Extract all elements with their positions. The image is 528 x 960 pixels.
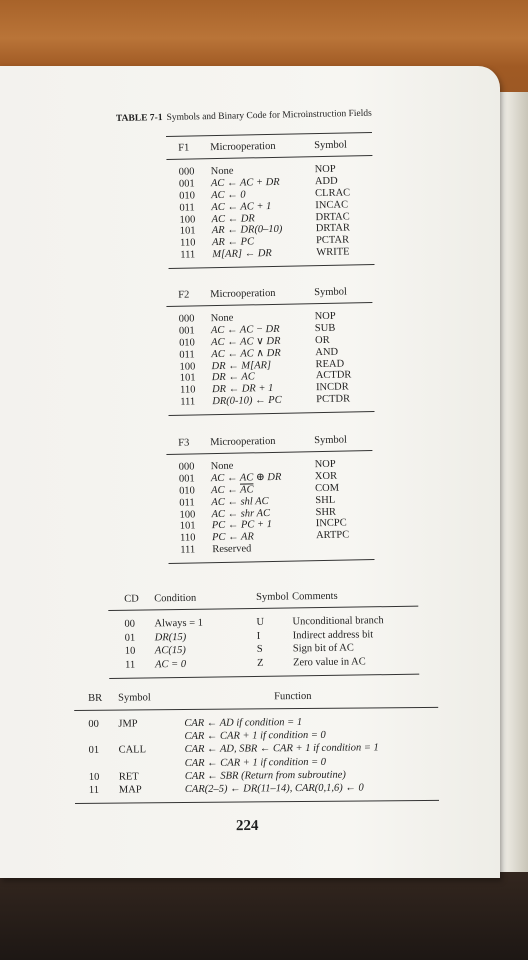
symbol-cell: ADD — [314, 175, 338, 188]
micro-cell: AC ← AC + DR — [210, 176, 280, 190]
condition-cell: AC(15) — [154, 644, 186, 657]
micro-cell: PC ← AR — [211, 531, 254, 544]
f2-col-symbol: Symbol — [314, 286, 347, 298]
code-cell: 100 — [179, 361, 196, 373]
symbol-cell — [119, 757, 185, 771]
code-cell: 110 — [179, 532, 196, 545]
f1-col-code: F1 — [178, 142, 190, 154]
symbol-cell: NOP — [314, 458, 336, 471]
code-cell: 000 — [178, 313, 195, 325]
symbol-cell: CLRAC — [315, 187, 351, 199]
micro-cell: None — [210, 165, 234, 178]
code-cell: 110 — [179, 237, 196, 250]
micro-cell: DR ← AC — [211, 371, 255, 384]
code-cell: 101 — [179, 520, 196, 533]
comment-cell: Zero value in AC — [292, 655, 366, 668]
table-row — [168, 393, 374, 409]
symbol-cell: S — [256, 643, 263, 655]
complement-operand: $\overline{AC}$ — [240, 484, 254, 496]
cd-table — [108, 584, 419, 679]
table-row — [168, 246, 374, 262]
code-cell: 111 — [180, 396, 196, 408]
cd-col-comments: Comments — [292, 590, 338, 602]
symbol-cell: OR — [315, 334, 330, 346]
micro-cell: M[AR] ← DR — [212, 248, 272, 261]
symbol-cell: XOR — [314, 470, 338, 483]
f3-col-code: F3 — [178, 437, 190, 449]
table-row — [168, 541, 374, 557]
micro-cell: AC ← AC ⊕ DR — [210, 471, 282, 485]
symbol-cell: NOP — [314, 310, 336, 323]
code-cell: 01 — [88, 745, 100, 757]
cd-col-symbol: Symbol — [256, 590, 289, 603]
symbol-cell: SHL — [315, 494, 336, 506]
symbol-cell: INCDR — [315, 381, 349, 394]
code-cell: 00 — [124, 618, 136, 630]
cd-col-condition: Condition — [154, 592, 197, 604]
code-cell: 11 — [124, 659, 136, 671]
micro-cell: AC ← 0 — [211, 189, 246, 201]
br-header — [74, 683, 438, 711]
condition-cell: DR(15) — [154, 631, 187, 643]
symbol-cell: DRTAR — [315, 222, 351, 235]
condition-cell: Always = 1 — [154, 617, 204, 630]
f2-col-code: F2 — [178, 289, 190, 301]
micro-cell: AR ← PC — [211, 236, 255, 249]
micro-cell: Reserved — [212, 543, 252, 556]
code-cell: 11 — [88, 784, 100, 796]
table-title — [116, 109, 372, 124]
f3-col-micro: Microoperation — [210, 435, 276, 448]
br-table — [74, 683, 439, 804]
symbol-cell: I — [256, 630, 261, 642]
micro-cell: AC ← AC − DR — [210, 323, 280, 337]
book-page — [0, 66, 500, 878]
symbol-cell: READ — [315, 358, 345, 370]
function-cell: CAR(2–5) ← DR(11–14), CAR(0,1,6) ← 0 — [184, 782, 364, 795]
symbol-cell: RET — [118, 771, 139, 783]
f1-col-micro: Microoperation — [210, 140, 276, 153]
f1-bottom-rule — [169, 264, 375, 269]
micro-cell: DR ← M[AR] — [211, 359, 272, 372]
micro-cell: AC ← AC ∧ DR — [211, 347, 281, 360]
code-cell: 001 — [178, 473, 195, 485]
code-cell: 10 — [88, 771, 100, 783]
symbol-cell: INCPC — [315, 518, 347, 530]
code-cell: 011 — [179, 349, 195, 361]
code-cell: 011 — [179, 497, 195, 509]
comment-cell: Indirect address bit — [292, 628, 374, 641]
symbol-cell: NOP — [314, 163, 336, 176]
code-cell: 010 — [179, 337, 195, 349]
symbol-cell: MAP — [118, 784, 142, 796]
code-cell: 10 — [124, 645, 136, 657]
code-cell: 100 — [179, 214, 196, 226]
table-caption: Symbols and Binary Code for Microinstruction Fields — [166, 108, 372, 123]
micro-cell: AC ← shr AC — [211, 507, 271, 520]
table-row — [75, 781, 439, 797]
code-cell: 010 — [179, 190, 196, 202]
f2-col-micro: Microoperation — [210, 287, 276, 300]
comment-cell: Unconditional branch — [292, 615, 384, 628]
cd-col-code: CD — [124, 593, 139, 605]
complement-expression: AC ← $\overline{AC}$ — [211, 484, 254, 496]
code-cell: 101 — [179, 225, 196, 238]
symbol-cell: SUB — [314, 322, 336, 335]
condition-cell: AC = 0 — [154, 658, 187, 670]
symbol-cell: COM — [315, 482, 340, 494]
symbol-cell: DRTAC — [315, 211, 350, 223]
micro-cell: DR(0-10) ← PC — [212, 395, 282, 408]
micro-cell: AR ← DR(0–10) — [211, 224, 283, 237]
code-cell: 001 — [178, 178, 195, 190]
code-cell: 01 — [124, 632, 136, 644]
br-col-function: Function — [274, 690, 312, 702]
micro-cell: None — [210, 460, 234, 473]
function-cell: CAR ← AD if condition = 1 — [184, 717, 303, 730]
symbol-cell: ACTDR — [315, 369, 352, 382]
symbol-cell — [118, 730, 184, 744]
cd-bottom-rule — [109, 674, 419, 679]
symbol-cell: JMP — [118, 718, 138, 730]
comment-cell: Sign bit of AC — [292, 642, 354, 655]
function-cell: CAR ← SBR (Return from subroutine) — [184, 769, 346, 782]
symbol-cell: ARTPC — [315, 529, 350, 542]
page-number: 224 — [235, 817, 259, 835]
symbol-cell: PCTDR — [316, 393, 351, 406]
symbol-cell: SHR — [315, 506, 337, 518]
f3-table — [166, 428, 374, 564]
f2-table — [166, 280, 374, 416]
micro-cell: PC ← PC + 1 — [211, 519, 273, 532]
micro-cell: DR ← DR + 1 — [211, 383, 274, 396]
code-cell: 110 — [179, 384, 196, 397]
code-cell: 111 — [180, 544, 196, 556]
micro-cell: AC ← shl AC — [211, 495, 269, 508]
code-cell: 000 — [178, 461, 195, 473]
table-label: TABLE 7-1 — [115, 113, 163, 124]
symbol-cell: U — [256, 616, 265, 628]
symbol-cell: WRITE — [316, 246, 350, 259]
symbol-cell: Z — [256, 657, 264, 669]
code-cell: 011 — [179, 202, 195, 214]
micro-cell: AC ← DR — [211, 212, 255, 225]
micro-cell: AC ← AC + 1 — [211, 200, 272, 213]
code-cell: 001 — [178, 325, 195, 337]
br-col-symbol: Symbol — [118, 691, 151, 704]
symbol-cell — [316, 541, 374, 554]
code-cell — [74, 731, 118, 745]
symbol-cell: INCAC — [315, 199, 349, 211]
f3-col-symbol: Symbol — [314, 434, 347, 446]
code-cell — [75, 757, 119, 771]
code-cell: 100 — [179, 509, 196, 521]
symbol-cell: CALL — [118, 744, 147, 756]
symbol-cell: AND — [315, 346, 339, 358]
micro-cell: AC ← AC ∨ DR — [211, 335, 281, 348]
f1-col-symbol: Symbol — [314, 139, 347, 151]
micro-cell: None — [210, 312, 234, 325]
symbol-cell: PCTAR — [315, 234, 350, 247]
br-col-code: BR — [88, 692, 103, 704]
f2-bottom-rule — [169, 411, 375, 416]
code-cell: 111 — [180, 249, 196, 261]
function-cell: CAR ← CAR + 1 if condition = 0 — [184, 729, 326, 743]
f1-table — [166, 132, 375, 269]
f3-bottom-rule — [169, 559, 375, 564]
code-cell: 00 — [88, 718, 99, 730]
br-bottom-rule — [75, 800, 439, 804]
function-cell: CAR ← AD, SBR ← CAR + 1 if condition = 1 — [184, 742, 379, 756]
code-cell: 101 — [179, 372, 196, 385]
function-cell: CAR ← CAR + 1 if condition = 0 — [184, 756, 327, 769]
code-cell: 010 — [179, 485, 195, 497]
code-cell: 000 — [178, 166, 195, 178]
